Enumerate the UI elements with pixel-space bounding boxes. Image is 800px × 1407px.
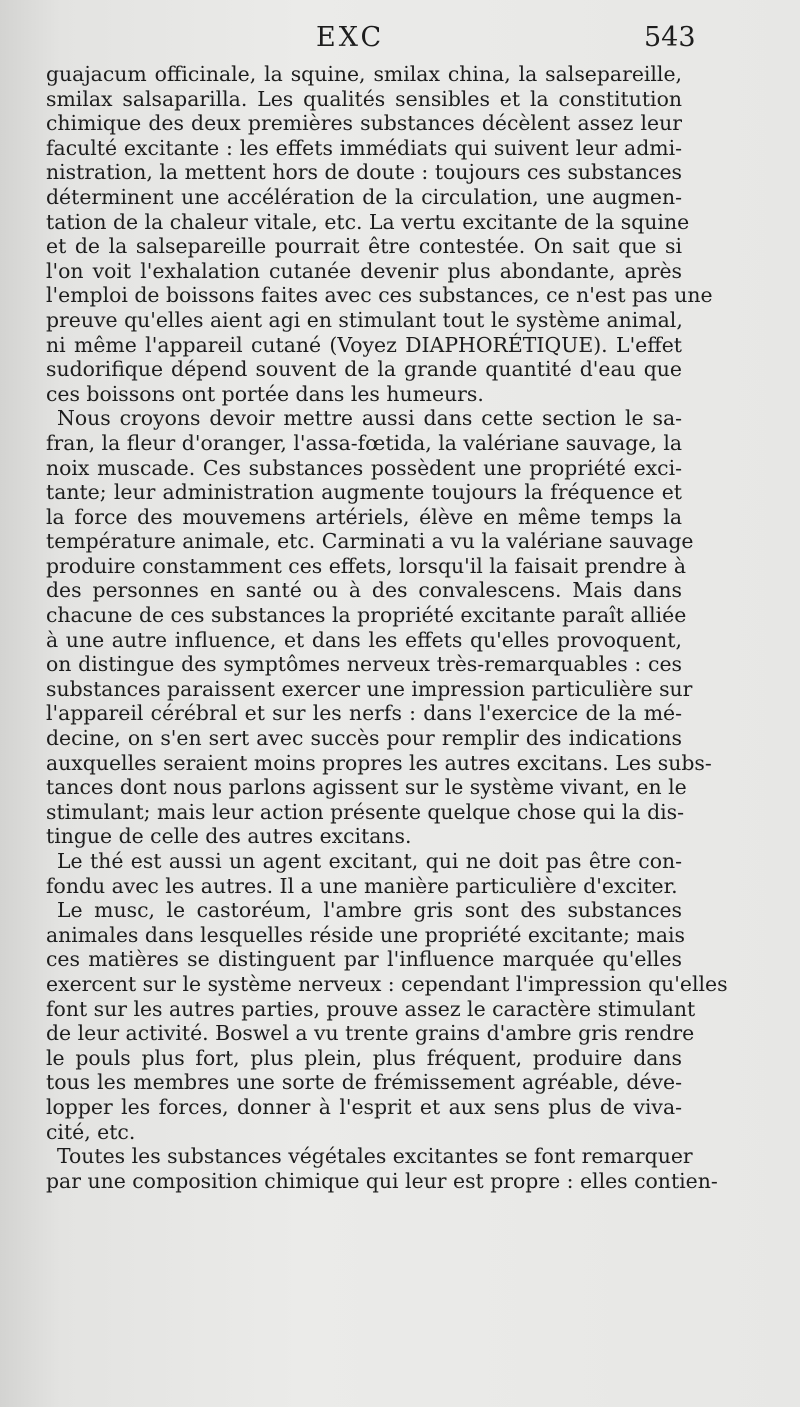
text-line: le pouls plus fort, plus plein, plus fréquent, produire dans: [46, 1045, 682, 1070]
text-line: l'on voit l'exhalation cutanée devenir plus abondante, après: [46, 258, 682, 283]
text-line: stimulant; mais leur action présente quelque chose qui la dis-: [46, 799, 684, 824]
text-line: cité, etc.: [46, 1119, 136, 1144]
text-line: Le thé est aussi un agent excitant, qui ne doit pas être con-: [57, 849, 682, 873]
text-line: de leur activité. Boswel a vu trente grains d'ambre gris rendre: [46, 1021, 695, 1046]
text-line: l'emploi de boissons faites avec ces substances, ce n'est pas une: [46, 283, 713, 308]
paragraph: [46, 62, 713, 406]
text-line: tous les membres une sorte de frémissement agréable, déve-: [46, 1070, 682, 1095]
running-head: EXC: [316, 22, 385, 53]
paragraph: [46, 406, 712, 849]
text-line: lopper les forces, donner à l'esprit et aux sens plus de viva-: [46, 1094, 682, 1119]
text-line: smilax salsaparilla. Les qualités sensibles et la constitution: [46, 86, 682, 111]
text-line: ni même l'appareil cutané (Voyez DIAPHORÉTIQUE). L'effet: [46, 332, 682, 357]
text-line: ces boissons ont portée dans les humeurs.: [46, 381, 484, 406]
text-line: preuve qu'elles aient agi en stimulant tout le système animal,: [46, 307, 683, 332]
text-line: chacune de ces substances la propriété excitante paraît alliée: [46, 603, 687, 628]
text-line: noix muscade. Ces substances possèdent une propriété exci-: [46, 455, 682, 480]
paragraph: [46, 849, 682, 898]
text-line: decine, on s'en sert avec succès pour remplir des indications: [46, 726, 682, 751]
text-line: auxquelles seraient moins propres les autres excitans. Les subs-: [46, 750, 712, 775]
paragraph: [46, 1144, 718, 1193]
text-line: Nous croyons devoir mettre aussi dans cette section le sa-: [57, 406, 682, 431]
text-line: par une composition chimique qui leur est propre : elles contien-: [46, 1168, 718, 1193]
body-text: [46, 62, 728, 1193]
text-line: sudorifique dépend souvent de la grande quantité d'eau que: [46, 357, 682, 382]
text-line: fondu avec les autres. Il a une manière particulière d'exciter.: [46, 873, 678, 898]
text-line: Toutes les substances végétales excitantes se font remarquer: [57, 1144, 693, 1169]
text-line: nistration, la mettent hors de doute : toujours ces substances: [46, 160, 682, 185]
paragraph: [46, 898, 728, 1144]
text-line: exercent sur le système nerveux : cependant l'impression qu'elles: [46, 971, 728, 996]
text-line: guajacum officinale, la squine, smilax china, la salsepareille,: [46, 62, 682, 86]
page-number: 543: [644, 22, 696, 53]
page-header: [0, 22, 800, 56]
text-line: substances paraissent exercer une impression particulière sur: [46, 676, 693, 701]
text-line: à une autre influence, et dans les effets qu'elles provoquent,: [46, 627, 682, 652]
text-line: ces matières se distinguent par l'influence marquée qu'elles: [46, 947, 682, 972]
text-line: font sur les autres parties, prouve assez le caractère stimulant: [46, 996, 696, 1021]
text-line: la force des mouvemens artériels, élève en même temps la: [46, 504, 682, 529]
text-line: chimique des deux premières substances décèlent assez leur: [46, 111, 682, 136]
text-line: l'appareil cérébral et sur les nerfs : dans l'exercice de la mé-: [46, 701, 682, 726]
text-line: tante; leur administration augmente toujours la fréquence et: [46, 480, 682, 505]
text-line: on distingue des symptômes nerveux très-remarquables : ces: [46, 652, 682, 677]
text-line: Le musc, le castoréum, l'ambre gris sont des substances: [57, 898, 682, 923]
text-line: tingue de celle des autres excitans.: [46, 824, 412, 849]
text-line: faculté excitante : les effets immédiats qui suivent leur admi-: [46, 135, 682, 160]
text-line: des personnes en santé ou à des convalescens. Mais dans: [46, 578, 682, 603]
text-line: animales dans lesquelles réside une propriété excitante; mais: [46, 922, 685, 947]
text-line: déterminent une accélération de la circulation, une augmen-: [46, 184, 682, 209]
text-line: tation de la chaleur vitale, etc. La vertu excitante de la squine: [46, 209, 690, 234]
text-line: tances dont nous parlons agissent sur le système vivant, en le: [46, 775, 687, 800]
text-line: fran, la fleur d'oranger, l'assa-fœtida, la valériane sauvage, la: [46, 430, 682, 455]
text-line: produire constamment ces effets, lorsqu'il la faisait prendre à: [46, 553, 686, 578]
text-line: température animale, etc. Carminati a vu la valériane sauvage: [46, 529, 694, 554]
text-line: et de la salsepareille pourrait être contestée. On sait que si: [46, 234, 682, 259]
